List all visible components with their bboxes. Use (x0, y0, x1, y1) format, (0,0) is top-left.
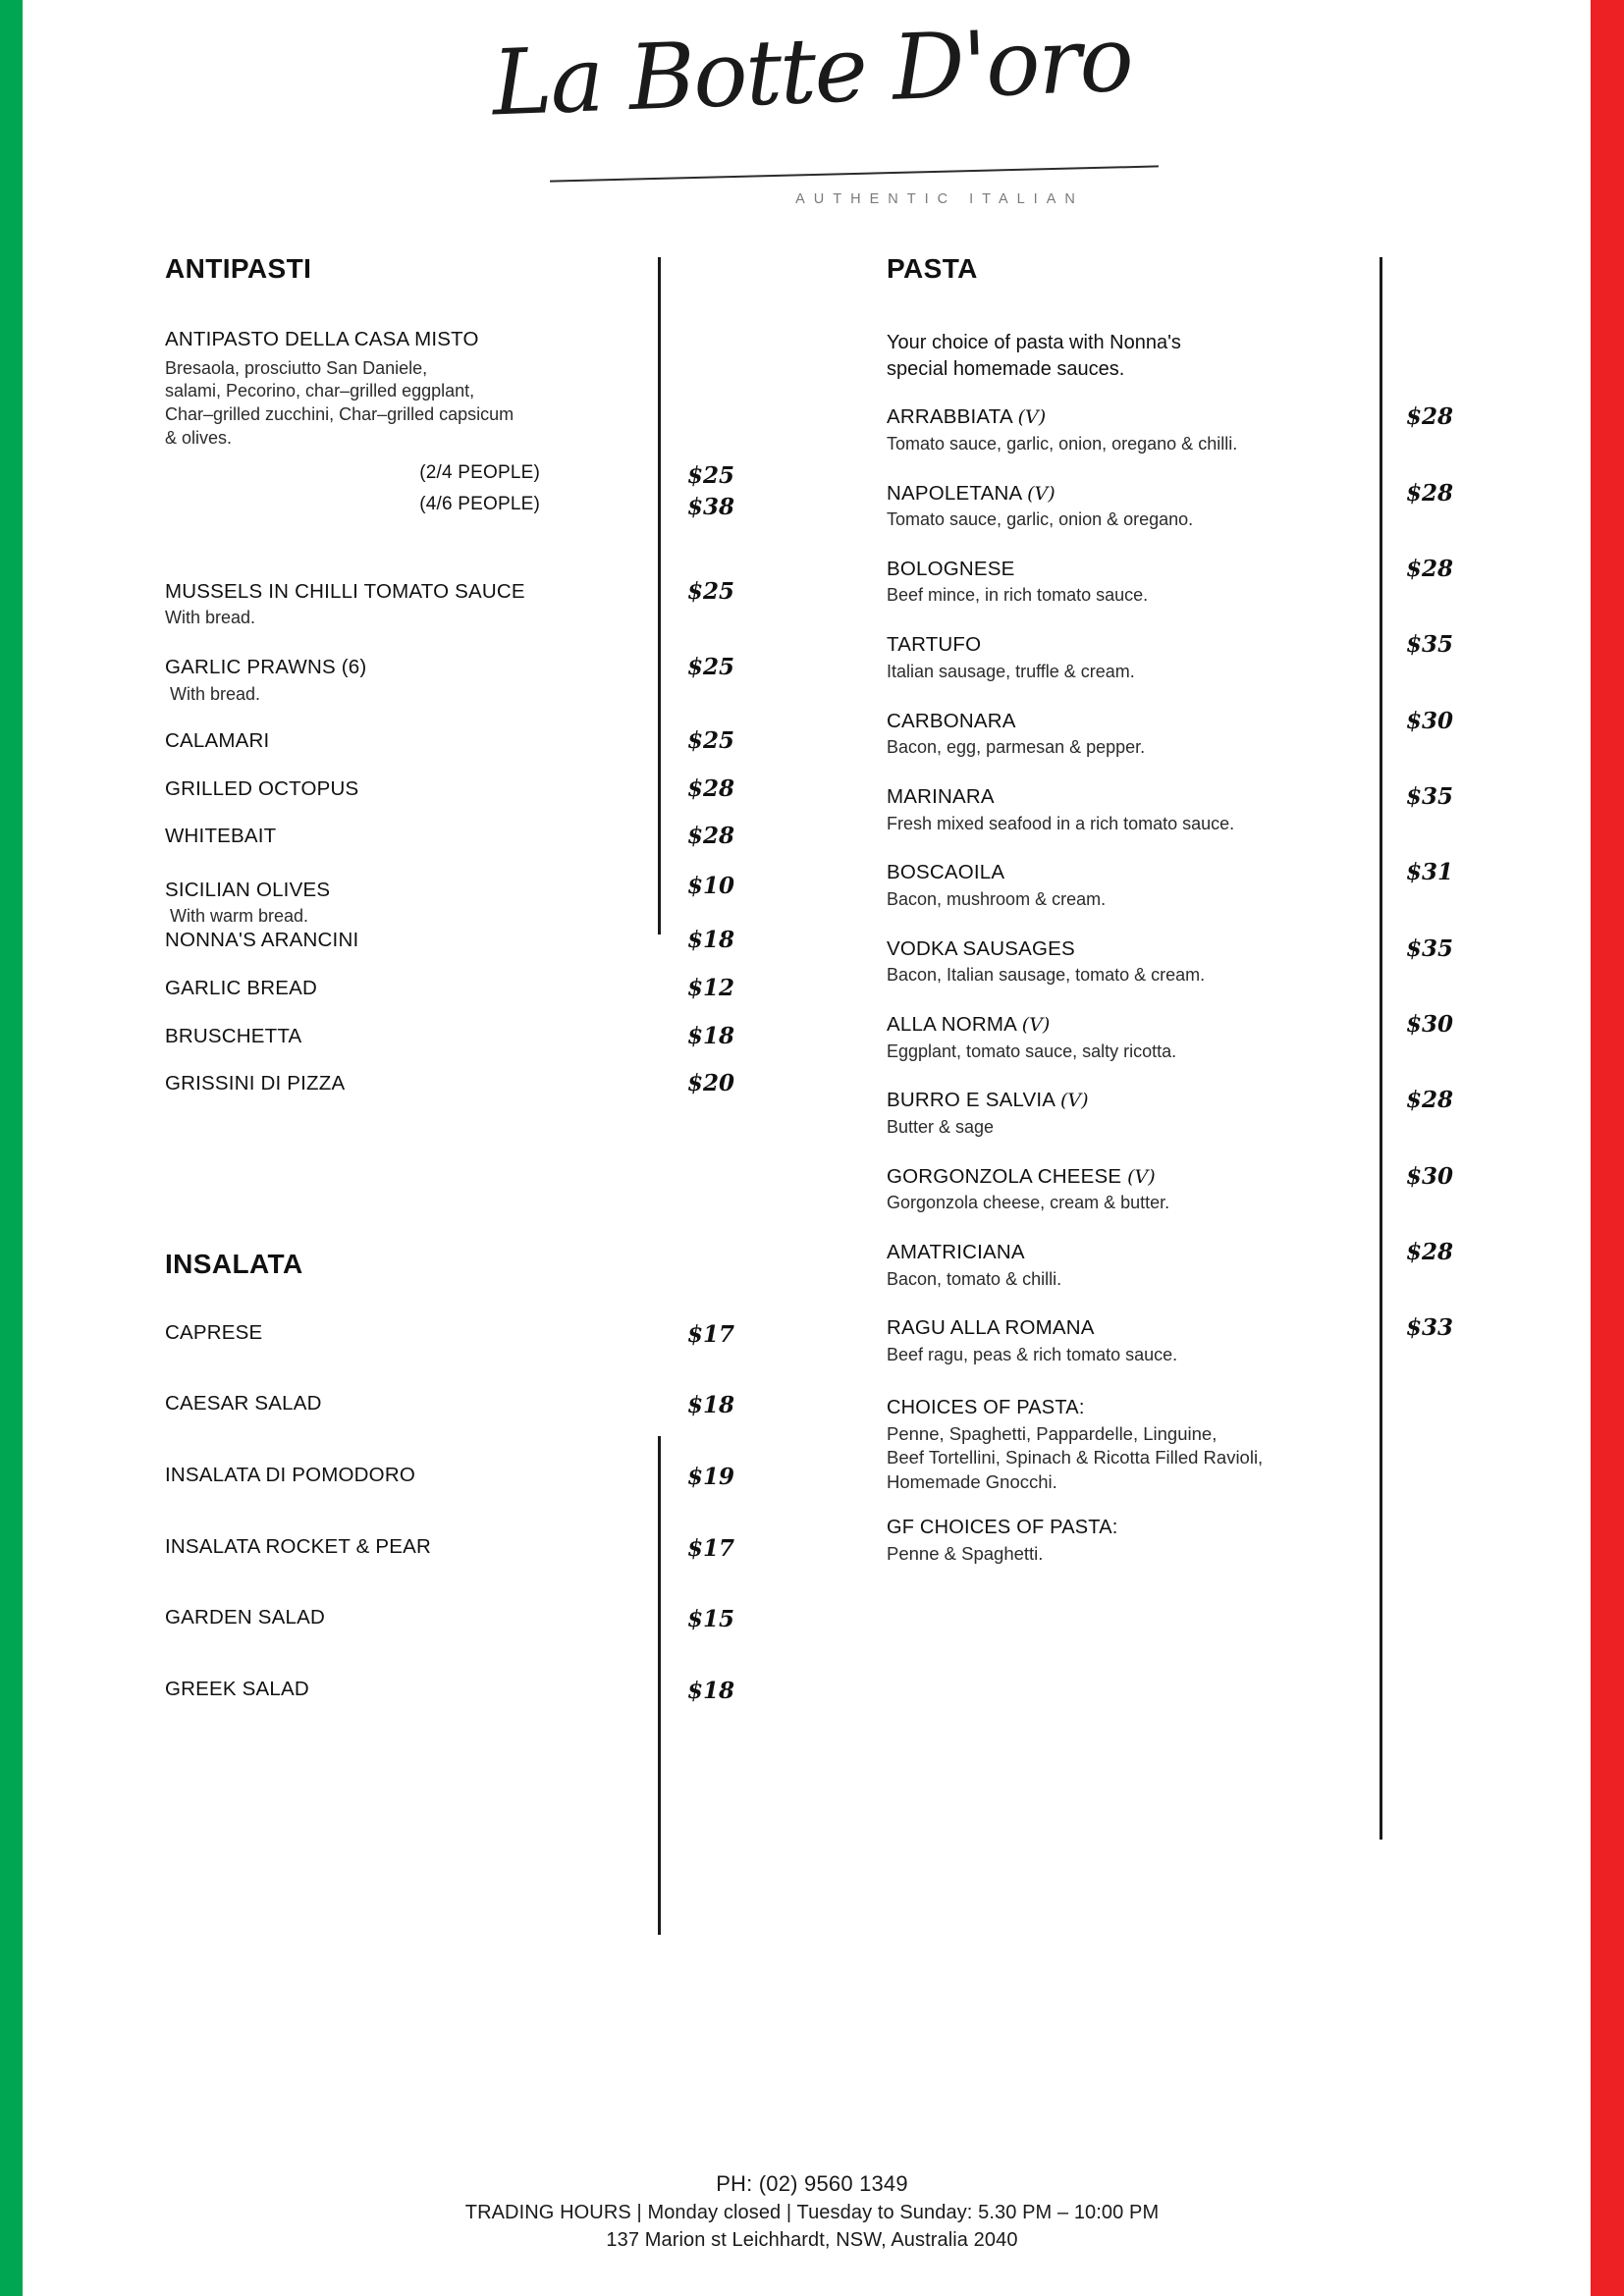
section-title-pasta: PASTA (887, 253, 978, 284)
item-price: $28 (687, 774, 735, 802)
serving-row (165, 494, 774, 525)
item-price: $15 (687, 1606, 735, 1633)
item-desc: Beef ragu, peas & rich tomato sauce. (887, 1344, 1178, 1364)
item-price: $28 (687, 823, 735, 850)
item-price: $19 (687, 1463, 735, 1490)
choices-of-pasta-block (887, 1397, 1515, 1495)
item-desc: Italian sausage, truffle & cream. (887, 661, 1135, 681)
item-name: AMATRICIANA (887, 1240, 1025, 1263)
item-name: GARLIC BREAD (165, 977, 318, 999)
item-name-text: ALLA NORMA (887, 1012, 1016, 1036)
choices-line: Beef Tortellini, Spinach & Ricotta Filled Ravioli, (887, 1447, 1264, 1468)
gf-choices-line: Penne & Spaghetti. (887, 1543, 1044, 1564)
item-desc: With warm bread. (165, 905, 309, 926)
item-name: BOLOGNESE (887, 557, 1015, 580)
item-name-text: GORGONZOLA CHEESE (887, 1164, 1122, 1188)
logo-underline-rule (550, 165, 1159, 182)
menu-item-garlic-prawns (165, 653, 774, 706)
item-price: $30 (1406, 1162, 1454, 1190)
item-price: $20 (687, 1070, 735, 1097)
item-desc: Tomato sauce, garlic, onion & oregano. (887, 509, 1194, 530)
item-desc: With bread. (165, 608, 256, 628)
item-price: $30 (1406, 1010, 1454, 1038)
item-desc: Bacon, tomato & chilli. (887, 1268, 1062, 1289)
vegetarian-tag: (V) (1017, 406, 1047, 429)
item-price: $18 (687, 1022, 735, 1049)
menu-item-sicilian-olives (165, 873, 774, 928)
gf-choices-heading: GF CHOICES OF PASTA: (887, 1517, 1118, 1538)
item-desc-line: salami, Pecorino, char–grilled eggplant, (165, 381, 475, 401)
item-name: GARLIC PRAWNS (6) (165, 655, 367, 678)
menu-footer (0, 2171, 1624, 2252)
brand-tagline: AUTHENTIC ITALIAN (795, 191, 1084, 207)
footer-address: 137 Marion st Leichhardt, NSW, Australia 2040 (606, 2229, 1018, 2251)
menu-item-insalata-di-pomodoro (165, 1464, 774, 1488)
item-price: $17 (687, 1320, 735, 1348)
item-price: $30 (1406, 707, 1454, 734)
item-price: $28 (1406, 1087, 1454, 1114)
menu-item-amatriciana (887, 1238, 1515, 1291)
item-name: TARTUFO (887, 633, 982, 657)
menu-item-mussels (165, 577, 774, 630)
item-name: BRUSCHETTA (165, 1024, 302, 1047)
left-column (165, 253, 774, 1704)
item-price: $28 (1406, 479, 1454, 507)
item-name: GRILLED OCTOPUS (165, 776, 359, 800)
item-price: $35 (1406, 934, 1454, 962)
item-desc-line: & olives. (165, 427, 233, 448)
vegetarian-tag: (V) (1127, 1165, 1156, 1188)
gf-choices-of-pasta-block (887, 1517, 1515, 1567)
menu-item-garlic-bread (165, 977, 774, 1001)
menu-item-antipasto-della-casa-misto (165, 328, 774, 525)
item-name: NONNA'S ARANCINI (165, 929, 359, 952)
item-name: VODKA SAUSAGES (887, 936, 1075, 960)
menu-item-garden-salad (165, 1606, 774, 1633)
choices-line: Homemade Gnocchi. (887, 1471, 1057, 1493)
item-desc: Bacon, egg, parmesan & pepper. (887, 737, 1146, 758)
item-name: WHITEBAIT (165, 825, 277, 848)
right-column (887, 253, 1515, 1567)
item-price: $25 (687, 461, 735, 489)
vegetarian-tag: (V) (1059, 1090, 1089, 1112)
menu-item-napoletana (887, 479, 1515, 532)
restaurant-logo: La Botte D'oro (490, 6, 1134, 136)
item-name: CAESAR SALAD (165, 1392, 322, 1415)
item-price: $25 (687, 577, 735, 605)
item-price: $28 (1406, 555, 1454, 582)
item-name: GREEK SALAD (165, 1677, 309, 1700)
serving-row (165, 462, 774, 494)
menu-item-marinara (887, 782, 1515, 835)
choices-line: Penne, Spaghetti, Pappardelle, Linguine, (887, 1422, 1218, 1444)
item-price: $10 (687, 873, 735, 900)
item-name: ANTIPASTO DELLA CASA MISTO (165, 328, 479, 350)
section-title-insalata: INSALATA (165, 1248, 303, 1279)
item-name-text: NAPOLETANA (887, 481, 1022, 505)
item-price: $35 (1406, 631, 1454, 659)
pasta-intro-line: special homemade sauces. (887, 357, 1125, 380)
item-desc: Bacon, mushroom & cream. (887, 888, 1107, 909)
pasta-intro-line: Your choice of pasta with Nonna's (887, 332, 1181, 353)
item-desc-line: Bresaola, prosciutto San Daniele, (165, 357, 428, 378)
item-desc: Beef mince, in rich tomato sauce. (887, 585, 1149, 606)
item-name: GARDEN SALAD (165, 1606, 326, 1629)
item-name: MARINARA (887, 784, 995, 808)
menu-item-grilled-octopus (165, 774, 774, 802)
item-desc: Butter & sage (887, 1116, 995, 1137)
section-title-antipasti: ANTIPASTI (165, 253, 312, 284)
item-price: $17 (687, 1534, 735, 1562)
item-price: $28 (1406, 403, 1454, 431)
footer-phone: PH: (02) 9560 1349 (716, 2171, 908, 2196)
menu-item-calamari (165, 729, 774, 754)
choices-heading: CHOICES OF PASTA: (887, 1396, 1085, 1418)
item-name: MUSSELS IN CHILLI TOMATO SAUCE (165, 579, 525, 603)
item-price: $35 (1406, 782, 1454, 810)
menu-item-tartufo (887, 633, 1515, 683)
item-price: $25 (687, 727, 735, 755)
item-name: CAPRESE (165, 1320, 263, 1344)
menu-item-nonnas-arancini (165, 929, 774, 953)
item-price: $18 (687, 927, 735, 954)
pasta-intro (887, 330, 1515, 382)
item-price: $18 (687, 1677, 735, 1704)
item-name: SICILIAN OLIVES (165, 879, 331, 902)
menu-item-greek-salad (165, 1678, 774, 1702)
item-name: CARBONARA (887, 709, 1016, 732)
item-name-text: ARRABBIATA (887, 405, 1012, 429)
flag-stripe-green (0, 0, 23, 2296)
item-price: $18 (687, 1392, 735, 1419)
item-desc: With bread. (165, 683, 261, 704)
menu-item-carbonara (887, 707, 1515, 760)
menu-item-gorgonzola-cheese (887, 1162, 1515, 1215)
item-desc: Eggplant, tomato sauce, salty ricotta. (887, 1041, 1177, 1061)
item-desc: Bacon, Italian sausage, tomato & cream. (887, 965, 1206, 986)
menu-item-insalata-rocket-pear (165, 1535, 774, 1560)
item-name: GRISSINI DI PIZZA (165, 1072, 346, 1095)
item-price: $12 (687, 975, 735, 1001)
menu-item-caprese (165, 1321, 774, 1346)
item-desc: Gorgonzola cheese, cream & butter. (887, 1193, 1170, 1213)
menu-item-bruschetta (165, 1022, 774, 1049)
item-desc-line: Char–grilled zucchini, Char–grilled capsicum (165, 404, 514, 425)
item-name: INSALATA DI POMODORO (165, 1463, 415, 1486)
menu-item-caesar-salad (165, 1392, 774, 1419)
item-name: INSALATA ROCKET & PEAR (165, 1534, 431, 1558)
menu-item-ragu-alla-romana (887, 1316, 1515, 1366)
menu-item-bolognese (887, 555, 1515, 608)
item-desc: Tomato sauce, garlic, onion, oregano & chilli. (887, 433, 1238, 454)
vegetarian-tag: (V) (1027, 482, 1056, 505)
menu-header (0, 0, 1624, 240)
menu-item-boscaoila (887, 861, 1515, 911)
serving-label: (4/6 PEOPLE) (419, 493, 540, 514)
serving-label: (2/4 PEOPLE) (419, 461, 540, 483)
vegetarian-tag: (V) (1021, 1013, 1051, 1036)
item-desc: Fresh mixed seafood in a rich tomato sauce. (887, 813, 1235, 833)
item-price: $38 (687, 493, 735, 520)
menu-item-alla-norma (887, 1010, 1515, 1063)
menu-item-grissini-di-pizza (165, 1072, 774, 1096)
footer-trading-hours: TRADING HOURS | Monday closed | Tuesday to Sunday: 5.30 PM – 10:00 PM (464, 2202, 1160, 2223)
item-name: RAGU ALLA ROMANA (887, 1316, 1095, 1340)
flag-stripe-red (1591, 0, 1624, 2296)
menu-item-vodka-sausages (887, 934, 1515, 988)
item-price: $33 (1406, 1314, 1454, 1342)
item-price: $31 (1406, 859, 1454, 886)
item-name: CALAMARI (165, 729, 270, 753)
item-name-text: BURRO E SALVIA (887, 1089, 1056, 1112)
menu-item-whitebait (165, 825, 774, 849)
item-name: BOSCAOILA (887, 861, 1005, 884)
item-price: $28 (1406, 1238, 1454, 1265)
menu-item-arrabbiata (887, 405, 1515, 455)
item-price: $25 (687, 653, 735, 680)
menu-item-burro-e-salvia (887, 1089, 1515, 1139)
